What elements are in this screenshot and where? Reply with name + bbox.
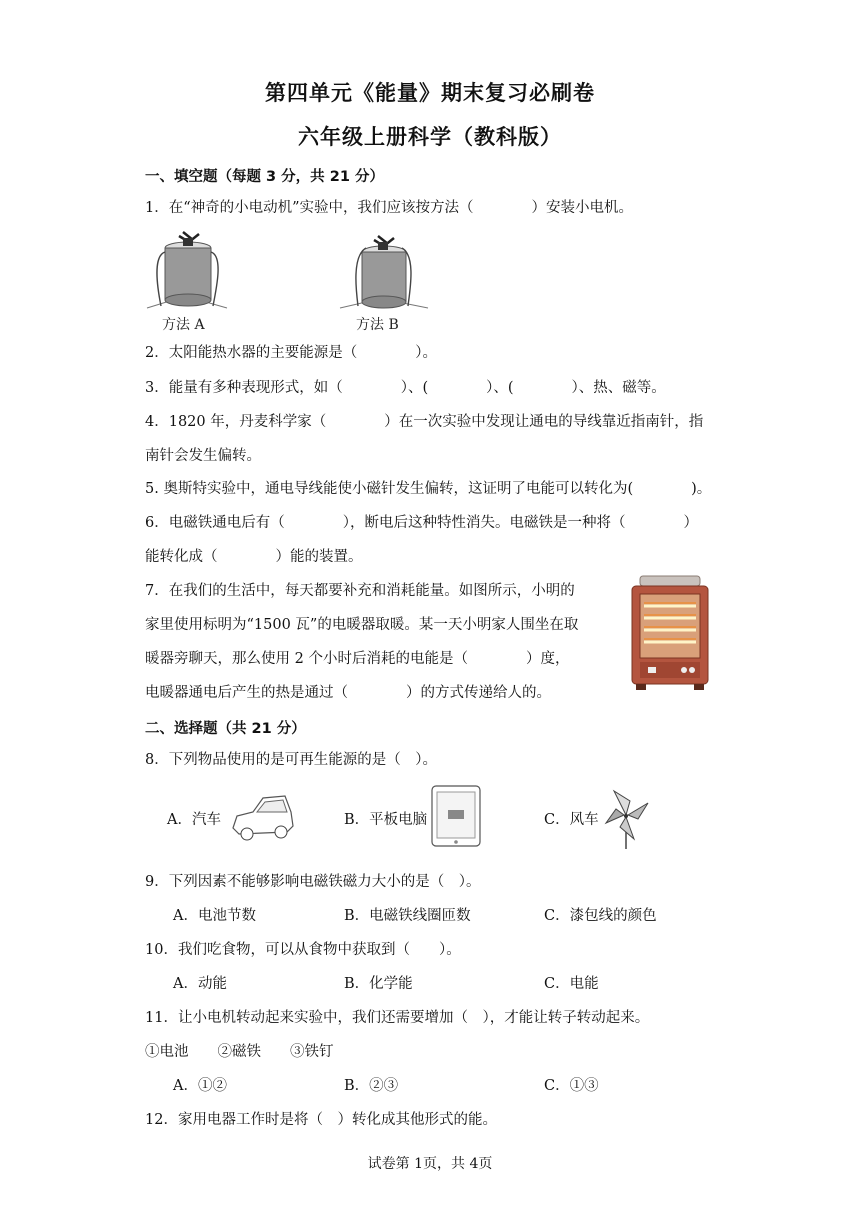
- tablet-image: [430, 784, 482, 848]
- question-8: 8．下列物品使用的是可再生能源的是（ ）。: [145, 752, 437, 768]
- question-9: 9．下列因素不能够影响电磁铁磁力大小的是（ ）。: [145, 874, 481, 890]
- question-7-line-2: 家里使用标明为“1500 瓦”的电暖器取暖。某一天小明家人围坐在取: [145, 617, 579, 633]
- pinwheel-image: [604, 787, 650, 851]
- q10-option-c: C．电能: [544, 976, 599, 992]
- q9-option-c: C．漆包线的颜色: [544, 908, 657, 924]
- question-10: 10．我们吃食物，可以从食物中获取到（ ）。: [145, 942, 461, 958]
- question-12: 12．家用电器工作时是将（ ）转化成其他形式的能。: [145, 1112, 497, 1128]
- question-7-line-3: 暖器旁聊天，那么使用 2 个小时后消耗的电能是（ ）度，: [145, 651, 570, 667]
- car-image: [227, 788, 297, 846]
- figure-label-a: 方法 A: [162, 317, 205, 333]
- q11-items: ①电池 ②磁铁 ③铁钉: [145, 1044, 334, 1060]
- question-4-line-1: 4．1820 年，丹麦科学家（ ）在一次实验中发现让通电的导线靠近指南针，指: [145, 414, 704, 430]
- question-7-line-4: 电暖器通电后产生的热是通过（ ）的方式传递给人的。: [145, 685, 551, 701]
- page-footer: 试卷第 1页，共 4页: [367, 1156, 493, 1172]
- q11-option-b: B．②③: [344, 1078, 399, 1094]
- q11-option-a: A．①②: [173, 1078, 227, 1094]
- q10-option-a: A．动能: [173, 976, 227, 992]
- motor-method-b-figure: [336, 230, 432, 314]
- page-title: 第四单元《能量》期末复习必刷卷: [265, 81, 595, 105]
- q8-option-b: B．平板电脑: [344, 812, 428, 828]
- question-6-line-2: 能转化成（ ）能的装置。: [145, 549, 363, 565]
- motor-method-a-figure: [143, 226, 233, 314]
- question-1: 1．在“神奇的小电动机”实验中，我们应该按方法（ ）安装小电机。: [145, 200, 634, 216]
- q11-option-c: C．①③: [544, 1078, 599, 1094]
- q10-option-b: B．化学能: [344, 976, 413, 992]
- question-6-line-1: 6．电磁铁通电后有（ ），断电后这种特性消失。电磁铁是一种将（ ）: [145, 515, 698, 531]
- page-subtitle: 六年级上册科学（教科版）: [298, 125, 562, 149]
- q9-option-b: B．电磁铁线圈匝数: [344, 908, 471, 924]
- q8-option-a: A．汽车: [167, 812, 221, 828]
- question-2: 2．太阳能热水器的主要能源是（ ）。: [145, 345, 437, 361]
- section-heading-fill-in: 一、填空题（每题 3 分，共 21 分）: [145, 169, 384, 185]
- question-3: 3．能量有多种表现形式，如（ ）、( ）、( ）、热、磁等。: [145, 380, 666, 396]
- q9-option-a: A．电池节数: [173, 908, 256, 924]
- figure-label-b: 方法 B: [356, 317, 399, 333]
- question-4-line-2: 南针会发生偏转。: [145, 448, 261, 464]
- question-5: 5. 奥斯特实验中，通电导线能使小磁针发生偏转，这证明了电能可以转化为( )。: [145, 481, 712, 497]
- question-7-line-1: 7．在我们的生活中，每天都要补充和消耗能量。如图所示，小明的: [145, 583, 575, 599]
- electric-heater-image: [628, 574, 712, 694]
- question-11: 11．让小电机转动起来实验中，我们还需要增加（ ），才能让转子转动起来。: [145, 1010, 650, 1026]
- section-heading-choice: 二、选择题（共 21 分）: [145, 721, 306, 737]
- q8-option-c: C．风车: [544, 812, 599, 828]
